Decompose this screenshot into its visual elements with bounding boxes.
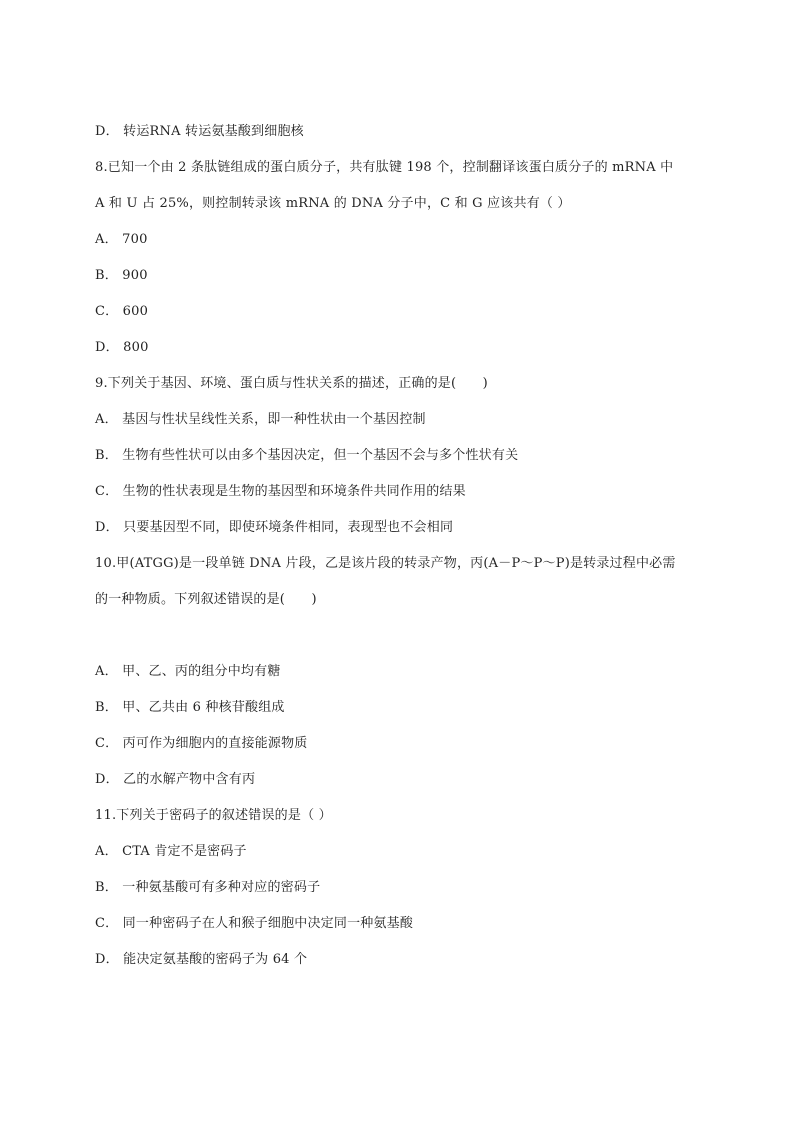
q8-option-d: D． 800 (95, 340, 149, 355)
q11-option-b: B． 一种氨基酸可有多种对应的密码子 (95, 880, 321, 895)
q7-option-d: D． 转运RNA 转运氨基酸到细胞核 (95, 124, 304, 139)
q11-option-a: A． CTA 肯定不是密码子 (95, 844, 247, 859)
q8-stem-line-1: 8.已知一个由 2 条肽链组成的蛋白质分子，共有肽键 198 个，控制翻译该蛋白质分子的 mRNA 中 (95, 160, 674, 175)
q9-option-d: D． 只要基因型不同，即使环境条件相同，表现型也不会相同 (95, 520, 454, 535)
q8-option-a: A． 700 (95, 232, 148, 247)
q9-option-b: B． 生物有些性状可以由多个基因决定，但一个基因不会与多个性状有关 (95, 448, 519, 463)
q8-option-c: C． 600 (95, 304, 149, 319)
q9-stem: 9.下列关于基因、环境、蛋白质与性状关系的描述，正确的是( ) (95, 376, 488, 391)
q8-option-b: B． 900 (95, 268, 148, 283)
q10-stem-line-2: 的一种物质。下列叙述错误的是( ) (95, 592, 317, 607)
q9-option-a: A． 基因与性状呈线性关系，即一种性状由一个基因控制 (95, 412, 426, 427)
q8-stem-line-2: A 和 U 占 25%，则控制转录该 mRNA 的 DNA 分子中，C 和 G 应该共有（ ） (95, 196, 571, 211)
q10-option-d: D． 乙的水解产物中含有丙 (95, 772, 256, 787)
q10-option-c: C． 丙可作为细胞内的直接能源物质 (95, 736, 308, 751)
q10-stem-line-1: 10.甲(ATGG)是一段单链 DNA 片段，乙是该片段的转录产物，丙(A－P～P～P)是转录过程中必需 (95, 556, 676, 571)
q11-option-c: C． 同一种密码子在人和猴子细胞中决定同一种氨基酸 (95, 916, 414, 931)
q11-stem: 11.下列关于密码子的叙述错误的是（ ） (95, 808, 332, 823)
q10-option-b: B． 甲、乙共由 6 种核苷酸组成 (95, 700, 285, 715)
q9-option-c: C． 生物的性状表现是生物的基因型和环境条件共同作用的结果 (95, 484, 466, 499)
q10-option-a: A． 甲、乙、丙的组分中均有糖 (95, 664, 281, 679)
q11-option-d: D． 能决定氨基酸的密码子为 64 个 (95, 952, 308, 967)
